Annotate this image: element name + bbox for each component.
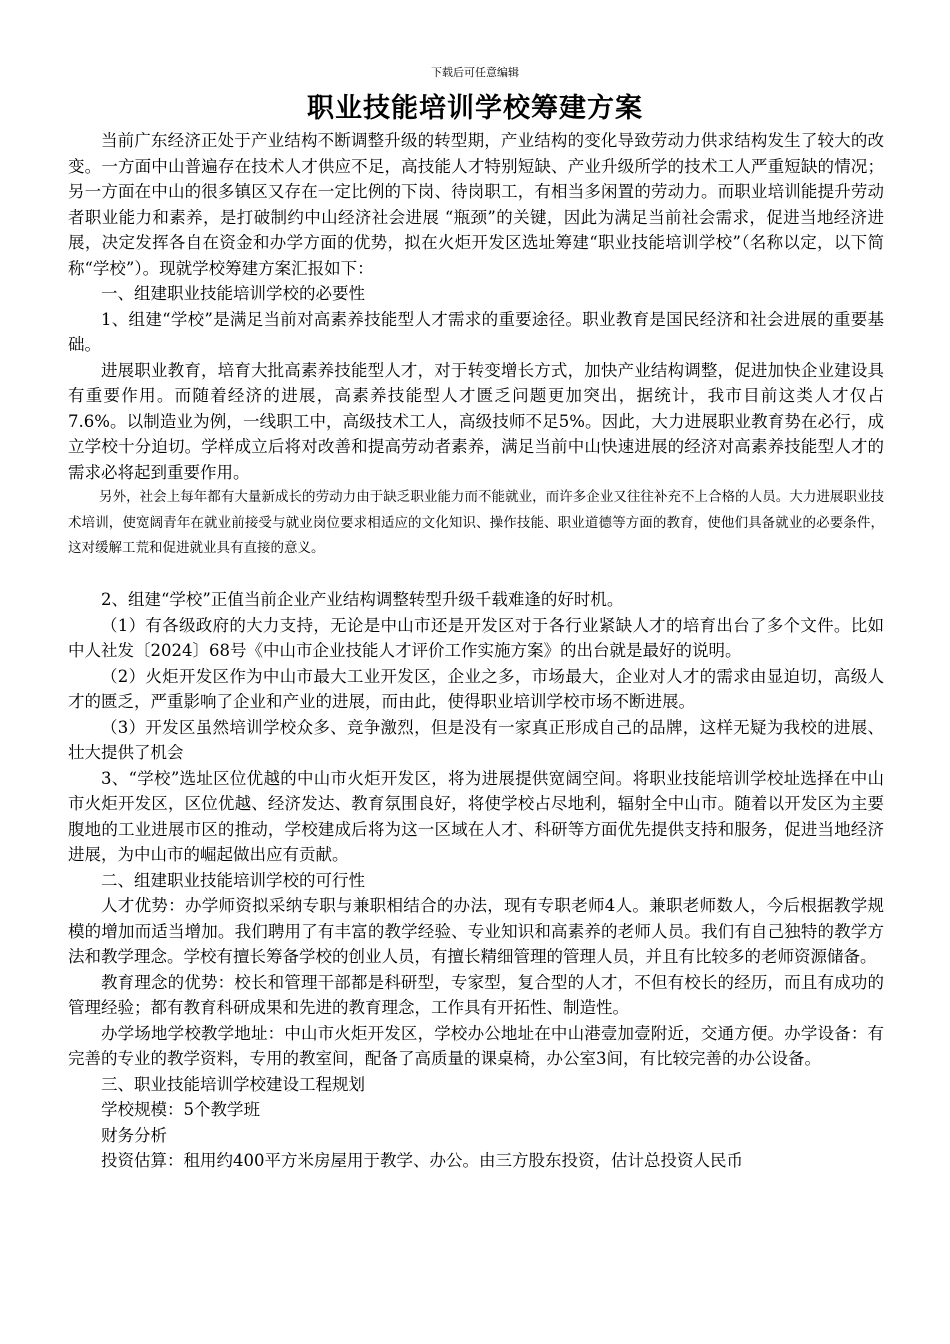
paragraph: （1）有各级政府的大力支持，无论是中山市还是开发区对于各行业紧缺人才的培育出台了多个文件。比如中人社发〔2024〕68号《中山市企业技能人才评价工作实施方案》的出台就是最好的说明。: [68, 615, 884, 660]
section-heading-1: 一、组建职业技能培训学校的必要性: [101, 284, 365, 303]
header-note: 下载后可任意编辑: [431, 66, 519, 79]
paragraph: 学校规模：5个教学班: [101, 1100, 260, 1119]
paragraph: 办学场地学校教学地址：中山市火炬开发区，学校办公地址在中山港壹加壹附近，交通方便。办学设备：有完善的专业的教学资料，专用的教室间，配备了高质量的课桌椅，办公室3间，有比较完善的办公设备。: [68, 1023, 884, 1068]
paragraph: 2、组建“学校”正值当前企业产业结构调整转型升级千载难逢的好时机。: [101, 590, 624, 609]
section-heading-2: 二、组建职业技能培训学校的可行性: [101, 870, 365, 890]
paragraph: 进展职业教育，培育大批高素养技能型人才，对于转变增长方式，加快产业结构调整，促进加快企业建设具有重要作用。而随着经济的进展，高素养技能型人才匮乏问题更加突出，据统计，我市目前这类人才仅占7.6%。以制造业为例，一线职工中，高级技术工人，高级技师不足5%。因此，大力进展职业教育势在必行，成立学校十分迫切。学样成立后将对改善和提高劳动者素养，满足当前中山快速进展的经济对高素养技能型人才的需求必将起到重要作用。: [68, 360, 884, 482]
document-body: [68, 128, 884, 1174]
paragraph-small: 另外，社会上每年都有大量新成长的劳动力由于缺乏职业能力而不能就业，而许多企业又往往补充不上合格的人员。大力进展职业技术培训，使宽阔青年在就业前接受与就业岗位要求相适应的文化知识、操作技能、职业道德等方面的教育，使他们具备就业的必要条件，这对缓解工荒和促进就业具有直接的意义。: [68, 489, 884, 556]
section-heading-3: 三、职业技能培训学校建设工程规划: [101, 1074, 365, 1094]
paragraph: 人才优势：办学师资拟采纳专职与兼职相结合的办法，现有专职老师4人。兼职老师数人，今后根据教学规模的增加而适当增加。我们聘用了有丰富的教学经验、专业知识和高素养的老师人员。我们有自己独特的教学方法和教学理念。学校有擅长筹备学校的创业人员，有擅长精细管理的管理人员，并且有比较多的老师资源储备。: [68, 896, 884, 966]
intro-paragraph: 当前广东经济正处于产业结构不断调整升级的转型期，产业结构的变化导致劳动力供求结构发生了较大的改变。一方面中山普遍存在技术人才供应不足，高技能人才特别短缺、产业升级所学的技术工人严重短缺的情况；另一方面在中山的很多镇区又存在一定比例的下岗、待岗职工，有相当多闲置的劳动力。而职业培训能提升劳动者职业能力和素养，是打破制约中山经济社会进展 “瓶颈”的关键，因此为满足当前社会需求，促进当地经济进展，决定发挥各自在资金和办学方面的优势，拟在火炬开发区选址筹建“职业技能培训学校”（名称以定，以下简称“学校”）。现就学校筹建方案汇报如下：: [68, 131, 884, 278]
paragraph: （2）火炬开发区作为中山市最大工业开发区，企业之多，市场最大，企业对人才的需求由显迫切，高级人才的匮乏，严重影响了企业和产业的进展，而由此，使得职业培训学校市场不断进展。: [68, 666, 884, 711]
paragraph: 教育理念的优势：校长和管理干部都是科研型，专家型，复合型的人才，不但有校长的经历，而且有成功的管理经验；都有教育科研成果和先进的教育理念，工作具有开拓性、制造性。: [68, 972, 884, 1017]
paragraph: 财务分析: [101, 1125, 167, 1145]
paragraph: 3、“学校”选址区位优越的中山市火炬开发区，将为进展提供宽阔空间。将职业技能培训学校址选择在中山市火炬开发区，区位优越、经济发达、教育氛围良好，将使学校占尽地利，辐射全中山市。随着以开发区为主要腹地的工业进展市区的推动，学校建成后将为这一区域在人才、科研等方面优先提供支持和服务，促进当地经济进展，为中山市的崛起做出应有贡献。: [68, 768, 884, 864]
paragraph: 1、组建“学校”是满足当前对高素养技能型人才需求的重要途径。职业教育是国民经济和社会进展的重要基础。: [68, 309, 884, 354]
paragraph: （3）开发区虽然培训学校众多、竞争激烈，但是没有一家真正形成自己的品牌，这样无疑为我校的进展、壮大提供了机会: [68, 717, 884, 762]
paragraph: 投资估算：租用约400平方米房屋用于教学、办公。由三方股东投资，估计总投资人民币: [101, 1151, 743, 1170]
document-title: 职业技能培训学校筹建方案: [307, 93, 643, 124]
